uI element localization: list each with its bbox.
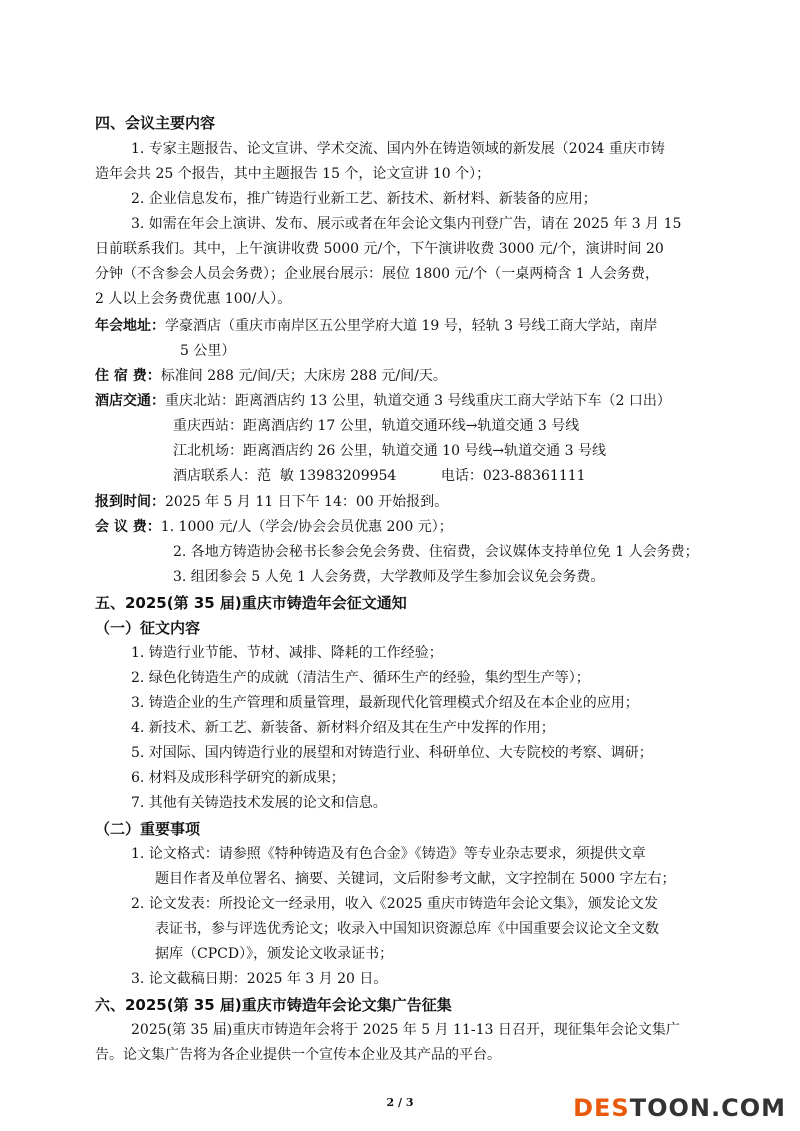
- section4-item2: 2. 企业信息发布，推广铸造行业新工艺、新技术、新材料、新装备的应用；: [131, 191, 597, 207]
- essay-topic-2: 2. 绿色化铸造生产的成就（清洁生产、循环生产的经验，集约型生产等）；: [131, 670, 590, 686]
- fee-line1: 1. 1000 元/人（学会/协会会员优惠 200 元）；: [160, 519, 453, 535]
- fee-label: 会 议 费：: [95, 519, 161, 535]
- essay-topic-6: 6. 材料及成形科学研究的新成果；: [131, 770, 345, 786]
- checkin-label: 报到时间：: [95, 494, 165, 510]
- transport-label: 酒店交通：: [95, 393, 165, 409]
- lodging-row: [95, 366, 447, 386]
- section4-item3-line3: 分钟（不含参会人员会务费）；企业展台展示：展位 1800 元/个（一桌两椅含 1 人会务费，: [95, 266, 660, 282]
- essay-topic-3: 3. 铸造企业的生产管理和质量管理，最新现代化管理模式介绍及在本企业的应用；: [131, 695, 639, 711]
- section6-line1: 2025(第 35 届)重庆市铸造年会将于 2025 年 5 月 11-13 日召开，现征集年会论文集广: [131, 1022, 680, 1038]
- notice-2-line2: 表证书，参与评选优秀论文；收录入中国知识资源总库《中国重要会议论文全文数: [155, 921, 659, 937]
- essay-topic-1: 1. 铸造行业节能、节材、减排、降耗的工作经验；: [131, 645, 443, 661]
- section4-heading: 四、会议主要内容: [95, 114, 216, 132]
- section6-line2: 告。论文集广告将为各企业提供一个宣传本企业及其产品的平台。: [95, 1047, 501, 1063]
- section4-item3-line1: 3. 如需在年会上演讲、发布、展示或者在年会论文集内刊登广告，请在 2025 年 3 月 15: [131, 216, 682, 232]
- fee-line3: 3. 组团参会 5 人免 1 人会务费，大学教师及学生参加会议免会务费。: [173, 569, 605, 585]
- section4-item1-line1: 1. 专家主题报告、论文宣讲、学术交流、国内外在铸造领域的新发展（2024 重庆市铸: [131, 141, 665, 157]
- lodging-label: 住 宿 费：: [95, 368, 161, 384]
- checkin-text: 2025 年 5 月 11 日下午 14：00 开始报到。: [165, 494, 449, 510]
- transport-line1: 重庆北站：距离酒店约 13 公里，轨道交通 3 号线重庆工商大学站下车（2 口出）: [165, 393, 671, 409]
- destoon-watermark-logo[interactable]: [573, 1094, 786, 1122]
- notice-1-line1: 1. 论文格式：请参照《特种铸造及有色合金》《铸造》等专业杂志要求，须提供文章: [131, 846, 646, 862]
- hotel-contact: 酒店联系人：范 敏 13983209954 电话：023-88361111: [173, 468, 586, 484]
- venue-label: 年会地址：: [95, 318, 165, 334]
- transport-line3: 江北机场：距离酒店约 26 公里，轨道交通 10 号线→轨道交通 3 号线: [173, 443, 606, 459]
- section5-sub2-heading: （二）重要事项: [95, 820, 201, 838]
- fee-line2: 2. 各地方铸造协会秘书长参会免会务费、住宿费，会议媒体支持单位免 1 人会务费；: [173, 544, 699, 560]
- notice-2-line3: 据库（CPCD）》，颁发论文收录证书；: [155, 946, 394, 962]
- essay-topic-4: 4. 新技术、新工艺、新装备、新材料介绍及其在生产中发挥的作用；: [131, 720, 555, 736]
- section6-heading: 六、2025(第 35 届)重庆市铸造年会论文集广告征集: [95, 996, 452, 1014]
- essay-topic-5: 5. 对国际、国内铸造行业的展望和对铸造行业、科研单位、大专院校的考察、调研；: [131, 745, 653, 761]
- watermark-part-2: TOON: [629, 1094, 711, 1122]
- checkin-row: [95, 492, 448, 512]
- watermark-part-3: .COM: [710, 1094, 786, 1122]
- page-number: 2 / 3: [386, 1096, 414, 1109]
- fee-row: [95, 517, 453, 537]
- transport-line2: 重庆西站：距离酒店约 17 公里，轨道交通环线→轨道交通 3 号线: [173, 418, 580, 434]
- section4-item3-line2: 日前联系我们。其中，上午演讲收费 5000 元/个，下午演讲收费 3000 元/个，演讲时间 20: [95, 241, 664, 257]
- venue-line2: 5 公里）: [180, 343, 236, 359]
- essay-topic-7: 7. 其他有关铸造技术发展的论文和信息。: [131, 795, 387, 811]
- section4-item3-line4: 2 人以上会务费优惠 100/人）。: [95, 291, 292, 307]
- notice-3: 3. 论文截稿日期：2025 年 3 月 20 日。: [131, 971, 388, 987]
- section5-heading: 五、2025(第 35 届)重庆市铸造年会征文通知: [95, 594, 407, 612]
- section4-item1-line2: 造年会共 25 个报告，其中主题报告 15 个，论文宣讲 10 个）；: [95, 166, 491, 182]
- notice-2-line1: 2. 论文发表：所投论文一经录用，收入《2025 重庆市铸造年会论文集》，颁发论文发: [131, 896, 658, 912]
- notice-1-line2: 题目作者及单位署名、摘要、关键词，文后附参考文献，文字控制在 5000 字左右；: [155, 871, 676, 887]
- transport-row: [95, 391, 671, 411]
- watermark-part-1: DES: [573, 1094, 630, 1122]
- venue-line1: 学豪酒店（重庆市南岸区五公里学府大道 19 号，轻轨 3 号线工商大学站，南岸: [165, 318, 658, 334]
- lodging-text: 标准间 288 元/间/天；大床房 288 元/间/天。: [160, 368, 447, 384]
- section5-sub1-heading: （一）征文内容: [95, 619, 201, 637]
- venue-row: [95, 316, 658, 336]
